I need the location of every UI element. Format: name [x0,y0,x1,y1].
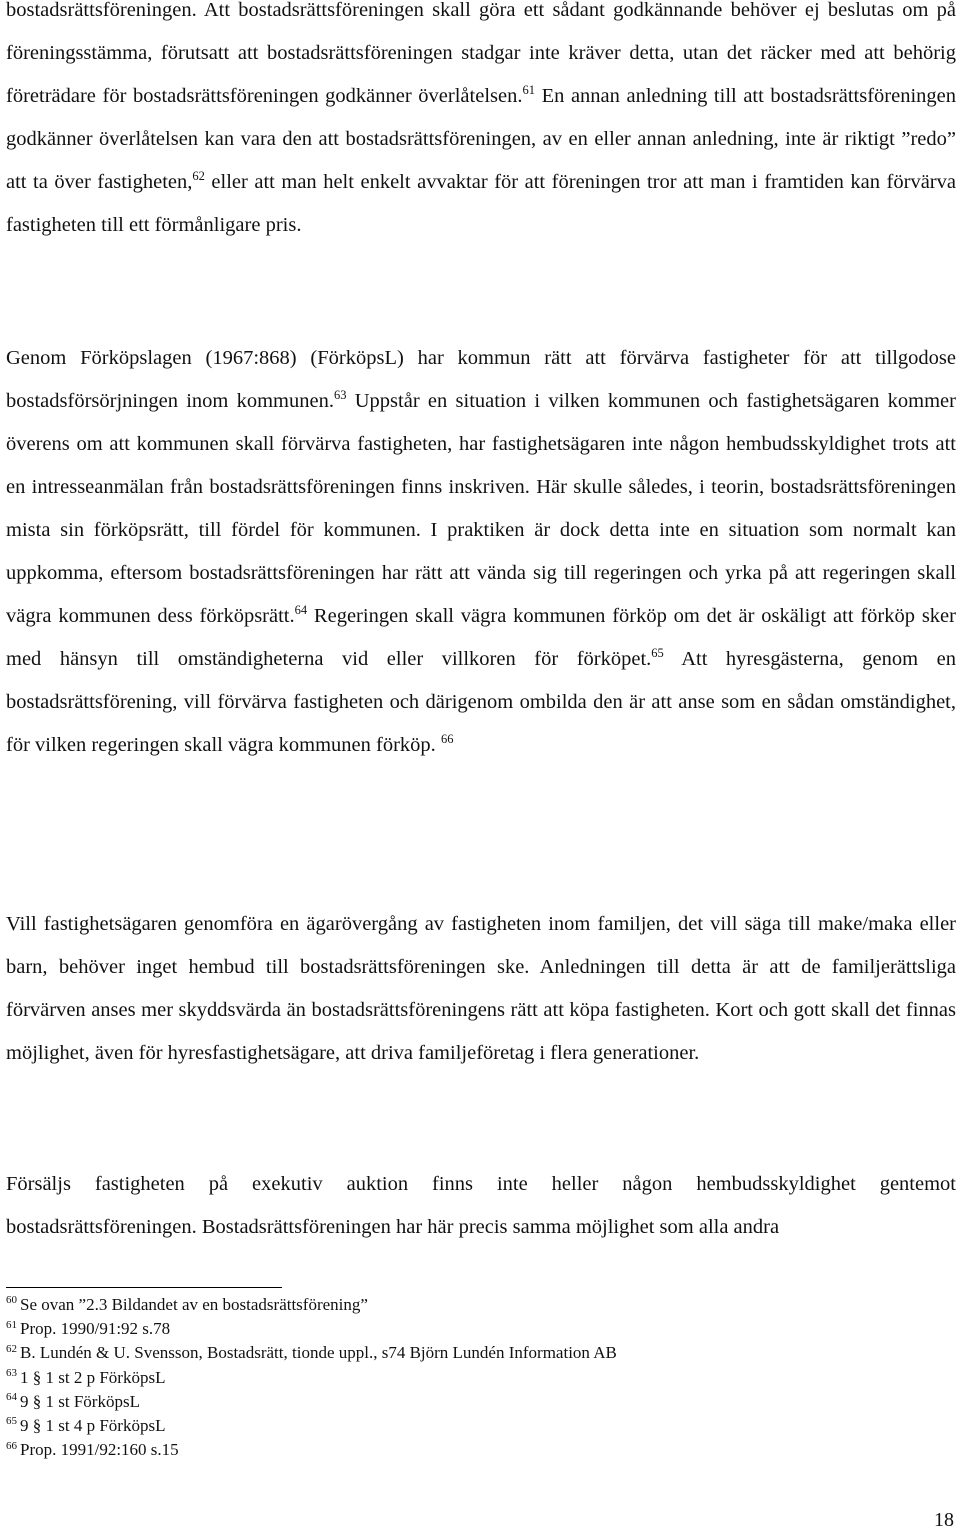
footnote-number: 62 [6,1342,17,1355]
footnote-ref: 62 [192,169,205,184]
paragraph-text: Uppstår en situation i vilken kommunen och fastighetsägaren kommer överens om att kommunen skall förvärva fastigheten, har fastighetsägaren inte någon hembudsskyldighet trots att en intresseanmälan från bostadsrättsföreningen finns inskriven. Här skulle således, i teorin, bostadsrättsföreningen mista sin förköpsrätt, till fördel för kommunen. I praktiken är dock detta inte en situation som normalt kan uppkomma, eftersom bostadsrättsföreningen har rätt att vända sig till regeringen och yrka på att regeringen skall vägra kommunen dess förköpsrätt. [6,390,956,627]
footnote-number: 66 [6,1439,17,1452]
paragraph-text: Att hyresgästerna, genom en bostadsrättsförening, vill förvärva fastigheten och därigenom ombilda den är att anse som en sådan omständighet, för vilken regeringen skall vägra kommunen förköp. [6,648,956,756]
footnote-ref: 63 [333,388,347,403]
paragraph-text: Försäljs fastigheten på exekutiv auktion finns inte heller någon hembudsskyldighet gentemot bostadsrättsföreningen. Bostadsrättsföreningen har här precis samma möjlighet som alla andra [6,1173,956,1238]
footnote-text: Se ovan ”2.3 Bildandet av en bostadsrättsförening” [20,1295,368,1314]
footnote-ref: 61 [522,83,535,98]
footnote-text: B. Lundén & U. Svensson, Bostadsrätt, tionde uppl., s74 Björn Lundén Information AB [20,1343,617,1363]
footnote [6,1341,956,1365]
body-paragraph [6,1163,956,1249]
footnote [6,1390,956,1414]
paragraph-text: Genom Förköpslagen (1967:868) (FörköpsL) har kommun rätt att förvärva fastigheter för att tillgodose bostadsförsörjningen inom kommunen. [6,347,956,412]
footnote-ref: 65 [651,646,664,661]
footnote-ref: 64 [294,603,308,618]
body-paragraph [6,337,956,767]
footnote-number: 61 [6,1318,17,1331]
footnote-number: 64 [6,1391,17,1404]
footnote-text: 1 § 1 st 2 p FörköpsL [20,1367,166,1387]
footnote [6,1414,956,1438]
footnote-number: 65 [6,1415,17,1428]
footnote-number: 60 [6,1294,17,1307]
paragraph-text: En annan anledning till att bostadsrättsföreningen godkänner överlåtelsen kan vara den att bostadsrättsföreningen, av en eller annan anledning, inte är riktigt ”redo” att ta över fastigheten, [6,85,956,193]
footnote [6,1366,956,1390]
page-number: 18 [934,1509,954,1531]
body-paragraph [6,903,956,1075]
footnote-number: 63 [6,1366,17,1379]
footnote [6,1317,956,1341]
footnote-text: 9 § 1 st FörköpsL [20,1391,140,1411]
body-paragraph [6,0,956,247]
footnote-text: Prop. 1991/92:160 s.15 [20,1440,179,1460]
paragraph-text: Regeringen skall vägra kommunen förköp om det är oskäligt att förköp sker med hänsyn till omständigheterna vid eller villkoren för förköpet. [6,605,956,670]
footnote-text: Prop. 1990/91:92 s.78 [20,1319,171,1339]
footnote-text: 9 § 1 st 4 p FörköpsL [20,1416,166,1436]
paragraph-text: bostadsrättsföreningen. Att bostadsrättsföreningen skall göra ett sådant godkännande behöver ej beslutas om på föreningsstämma, förutsatt att bostadsrättsföreningen stadgar inte kräver detta, utan det räcker med att behörig företrädare för bostadsrättsföreningen godkänner överlåtelsen. [6,0,956,107]
footnote [6,1293,956,1317]
footnote-ref: 66 [440,732,454,747]
paragraph-text: Vill fastighetsägaren genomföra en ägarövergång av fastigheten inom familjen, det vill säga till make/maka eller barn, behöver inget hembud till bostadsrättsföreningen ske. Anledningen till detta är att de familjerättsliga förvärven anses mer skyddsvärda än bostadsrättsföreningens rätt att köpa fastigheten. Kort och gott skall det finnas möjlighet, även för hyresfastighetsägare, att driva familjeföretag i flera generationer. [6,913,956,1064]
footnotes [6,1293,956,1462]
footnote-separator [6,1287,282,1288]
footnote [6,1438,956,1462]
paragraph-text: eller att man helt enkelt avvaktar för att föreningen tror att man i framtiden kan förvärva fastigheten till ett förmånligare pris. [6,171,956,236]
